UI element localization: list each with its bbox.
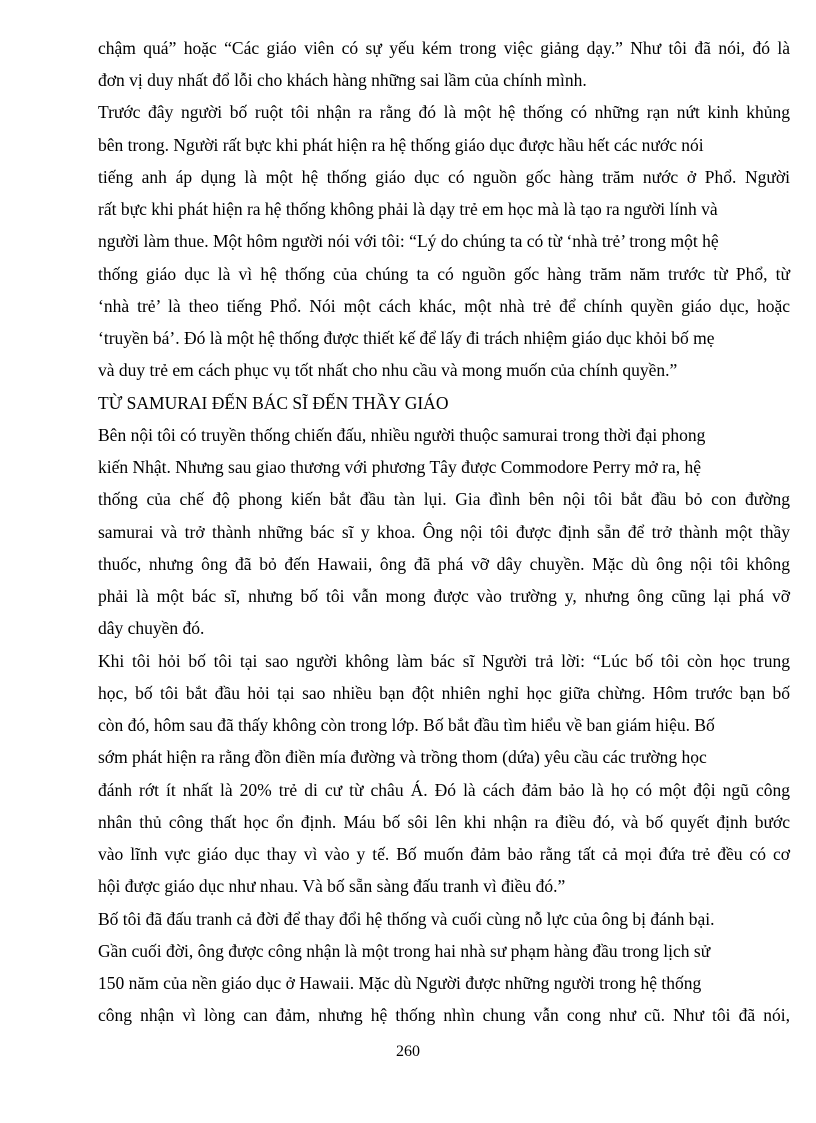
- text-line: công nhận vì lòng can đảm, nhưng hệ thống nhìn chung vẫn cong như cũ. Như tôi đã nói,: [98, 1005, 790, 1025]
- text-line: Bên nội tôi có truyền thống chiến đấu, nhiều người thuộc samurai trong thời đại phong: [98, 425, 706, 445]
- text-line: ‘truyền bá’. Đó là một hệ thống được thiết kế để lấy đi trách nhiệm giáo dục khỏi bố mẹ: [98, 328, 715, 348]
- text-line: người làm thue. Một hôm người nói với tôi: “Lý do chúng ta có từ ‘nhà trẻ’ trong một hệ: [98, 231, 719, 251]
- text-line: nhân thủ công thất học ổn định. Máu bố sôi lên khi nhận ra điều đó, và bố quyết định bước: [98, 812, 790, 832]
- text-line: thống giáo dục là vì hệ thống của chúng ta có nguồn gốc hàng trăm năm trước từ Phổ, từ: [98, 264, 790, 284]
- text-line: học, bố tôi bắt đầu hỏi tại sao nhiều bạn đột nhiên nghỉ học giữa chừng. Hôm trước bạn bố: [98, 683, 790, 703]
- text-line: dây chuyền đó.: [98, 618, 205, 638]
- text-line: rất bực khi phát hiện ra hệ thống không phải là dạy trẻ em học mà là tạo ra người lính và: [98, 199, 718, 219]
- text-line: Bố tôi đã đấu tranh cả đời để thay đổi hệ thống và cuối cùng nỗ lực của ông bị đánh bại.: [98, 909, 715, 929]
- text-line: Gần cuối đời, ông được công nhận là một trong hai nhà sư phạm hàng đầu trong lịch sử: [98, 941, 711, 961]
- text-line: ‘nhà trẻ’ là theo tiếng Phổ. Nói một cách khác, một nhà trẻ để chính quyền giáo dục, hoặc: [98, 296, 790, 316]
- text-line: kiến Nhật. Nhưng sau giao thương với phương Tây được Commodore Perry mở ra, hệ: [98, 457, 701, 477]
- text-line: đánh rớt ít nhất là 20% trẻ di cư từ châu Á. Đó là cách đảm bảo là họ có một đội ngũ công: [98, 780, 790, 800]
- text-line: còn đó, hôm sau đã thấy không còn trong lớp. Bố bắt đầu tìm hiểu về ban giám hiệu. Bố: [98, 715, 715, 735]
- section-heading: TỪ SAMURAI ĐẾN BÁC SĨ ĐẾN THẦY GIÁO: [98, 393, 449, 413]
- text-line: thống của chế độ phong kiến bắt đầu tàn lụi. Gia đình bên nội tôi bắt đầu bỏ con đường: [98, 489, 790, 509]
- text-line: sớm phát hiện ra rằng đồn điền mía đường và trồng thom (dứa) yêu cầu các trường học: [98, 747, 707, 767]
- text-line: hội được giáo dục như nhau. Và bố sẵn sàng đấu tranh vì điều đó.”: [98, 876, 566, 896]
- text-line: 150 năm của nền giáo dục ở Hawaii. Mặc dù Người được những người trong hệ thống: [98, 973, 702, 993]
- text-line: tiếng anh áp dụng là một hệ thống giáo dục có nguồn gốc hàng trăm nước ở Phổ. Người: [98, 167, 790, 187]
- text-line: Khi tôi hỏi bố tôi tại sao người không làm bác sĩ Người trả lời: “Lúc bố tôi còn học trung: [98, 651, 790, 671]
- text-line: vào lĩnh vực giáo dục thay vì vào y tế. Bố muốn đảm bảo rằng tất cả mọi đứa trẻ đều có cơ: [98, 844, 790, 864]
- text-line: phải là một bác sĩ, nhưng bố tôi vẫn mong được vào trường y, nhưng ông cũng lại phá vỡ: [98, 586, 790, 606]
- text-line: Trước đây người bố ruột tôi nhận ra rằng đó là một hệ thống có những rạn nứt kinh khủng: [98, 102, 790, 122]
- text-line: thuốc, nhưng ông đã bỏ đến Hawaii, ông đã phá vỡ dây chuyền. Mặc dù ông nội tôi không: [98, 554, 790, 574]
- page-number: 260: [396, 1043, 420, 1060]
- text-line: đơn vị duy nhất đổ lỗi cho khách hàng những sai lầm của chính mình.: [98, 70, 587, 90]
- text-line: bên trong. Người rất bực khi phát hiện ra hệ thống giáo dục được hầu hết các nước nói: [98, 135, 704, 155]
- text-line: và duy trẻ em cách phục vụ tốt nhất cho nhu cầu và mong muốn của chính quyền.”: [98, 360, 678, 380]
- text-line: chậm quá” hoặc “Các giáo viên có sự yếu kém trong việc giảng dạy.” Như tôi đã nói, đó là: [98, 38, 790, 58]
- text-line: samurai và trở thành những bác sĩ y khoa. Ông nội tôi được định sẵn để trở thành một thầy: [98, 522, 790, 542]
